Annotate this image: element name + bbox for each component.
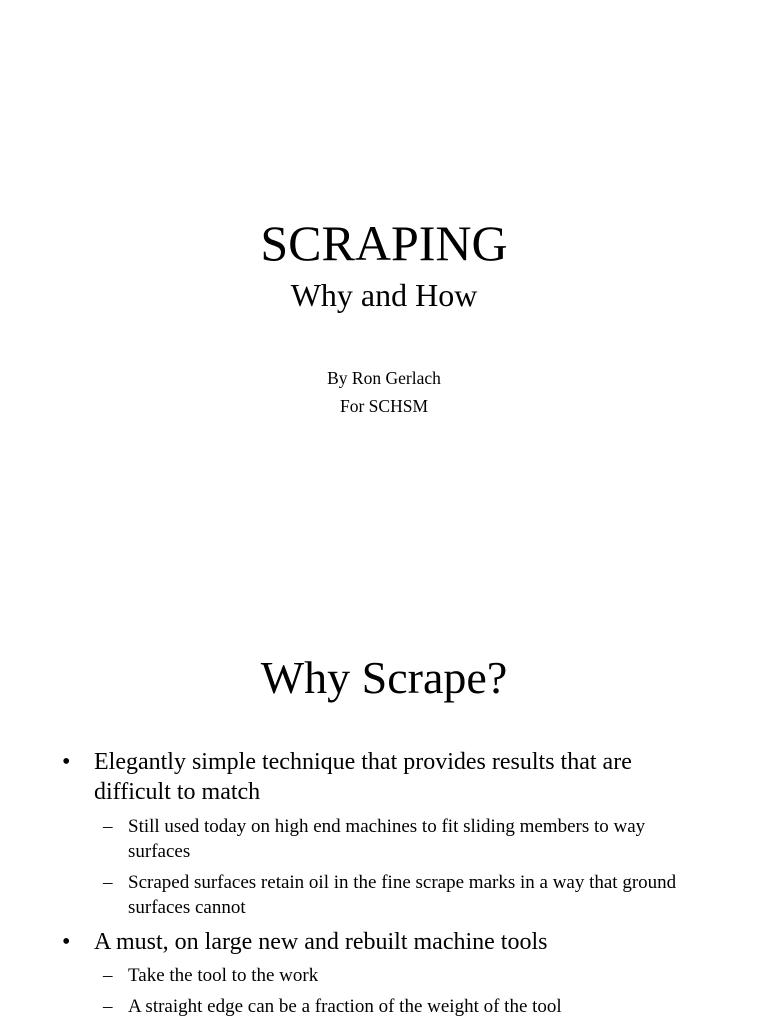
bullet-marker: • <box>62 929 71 955</box>
bullet-text: A must, on large new and rebuilt machine tools <box>94 929 548 955</box>
sub-bullet-marker: – <box>103 965 113 986</box>
sub-bullet-marker: – <box>103 996 113 1017</box>
bullet-marker: • <box>62 749 71 775</box>
document-title: SCRAPING <box>260 215 508 271</box>
slide-title: Why Scrape? <box>260 652 508 703</box>
sub-bullet-text: A straight edge can be a fraction of the weight of the tool <box>128 996 562 1017</box>
bullet-text: Elegantly simple technique that provides results that are difficult to match <box>94 749 632 805</box>
sub-bullet-text: Scraped surfaces retain oil in the fine scrape marks in a way that ground surfaces cannot <box>128 872 677 918</box>
sub-bullet-marker: – <box>103 872 113 893</box>
author-line: By Ron Gerlach <box>327 368 441 388</box>
document-subtitle: Why and How <box>290 277 478 313</box>
sub-bullet-text: Still used today on high end machines to fit sliding members to way surfaces <box>128 816 646 862</box>
organization-line: For SCHSM <box>339 396 429 416</box>
sub-bullet-text: Take the tool to the work <box>128 965 319 986</box>
sub-bullet-marker: – <box>103 816 113 837</box>
